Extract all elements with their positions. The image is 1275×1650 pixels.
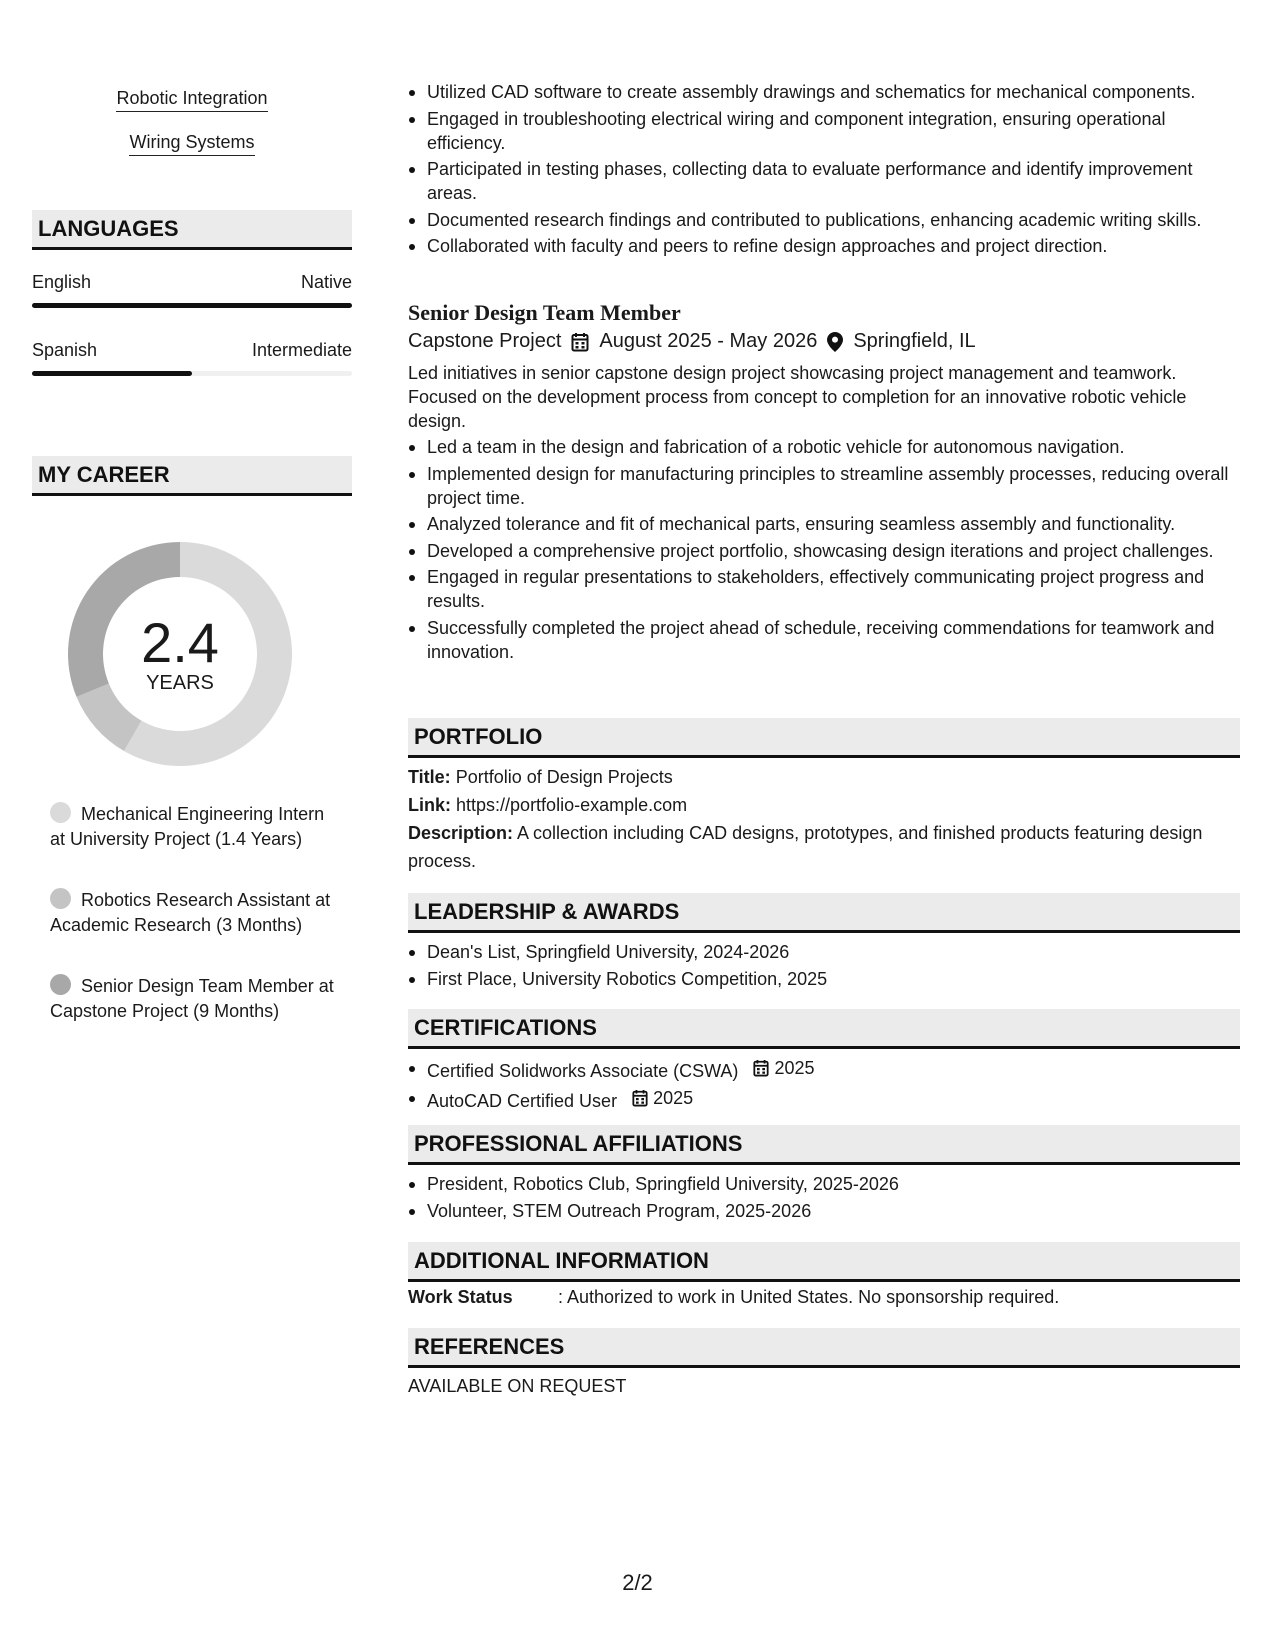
work-status-label: Work Status [408, 1287, 513, 1307]
portfolio-link[interactable]: https://portfolio-example.com [456, 795, 688, 815]
list-item [408, 1086, 1240, 1113]
job-meta [408, 330, 1240, 353]
languages-heading: LANGUAGES [32, 210, 352, 250]
list-item: Dean's List, Springfield University, 2024-2026 [408, 940, 1240, 964]
language-bar [32, 303, 352, 308]
cert-name: AutoCAD Certified User [427, 1090, 618, 1111]
cert-year: 2025 [653, 1087, 694, 1108]
career-legend-item [50, 888, 340, 938]
portfolio-link-label: Link: [408, 795, 451, 815]
portfolio-desc: A collection including CAD designs, prototypes, and finished products featuring design process. [408, 823, 1203, 871]
list-item: Engaged in troubleshooting electrical wiring and component integration, ensuring operational efficiency. [408, 107, 1240, 155]
career-donut-center [66, 540, 294, 768]
cert-date [632, 1086, 693, 1110]
skill-tag: Robotic Integration [32, 88, 352, 112]
list-item [408, 1056, 1240, 1083]
career-legend-label: Mechanical Engineering Intern at University Project (1.4 Years) [50, 804, 325, 849]
portfolio-desc-row [408, 819, 1240, 875]
work-status-row [408, 1287, 1240, 1308]
leadership-list [408, 940, 1240, 993]
list-item: Successfully completed the project ahead of schedule, receiving commendations for teamwork and innovation. [408, 616, 1240, 664]
list-item: President, Robotics Club, Springfield University, 2025-2026 [408, 1172, 1240, 1196]
portfolio-title-row [408, 763, 1240, 791]
job-company: Capstone Project [408, 330, 562, 352]
career-legend-label: Senior Design Team Member at Capstone Project (9 Months) [50, 976, 334, 1021]
leadership-heading: LEADERSHIP & AWARDS [408, 893, 1240, 933]
language-level: Intermediate [251, 340, 352, 360]
list-item: Collaborated with faculty and peers to refine design approaches and project direction. [408, 234, 1240, 258]
certifications-heading: CERTIFICATIONS [408, 1009, 1240, 1049]
job-summary: Led initiatives in senior capstone design project showcasing project management and teamwork. Focused on the development process from concept to completion for an innovative robotic vehicle design. [408, 363, 1187, 431]
list-item: Developed a comprehensive project portfolio, showcasing design iterations and project challenges. [408, 539, 1240, 563]
skill-tag: Wiring Systems [32, 132, 352, 156]
list-item: Participated in testing phases, collecting data to evaluate performance and identify improvement areas. [408, 157, 1240, 205]
job-location: Springfield, IL [853, 330, 976, 352]
previous-job-bullets [408, 80, 1240, 261]
legend-dot-icon [50, 888, 71, 909]
language-level: Native [300, 272, 352, 292]
career-heading: MY CAREER [32, 456, 352, 496]
career-legend-item [50, 802, 340, 852]
career-total-value: 2.4 [141, 610, 219, 674]
job-bullets [408, 435, 1240, 664]
affiliations-heading: PROFESSIONAL AFFILIATIONS [408, 1125, 1240, 1165]
language-name: Spanish [32, 340, 98, 360]
language-row [32, 272, 352, 293]
portfolio-link-row [408, 791, 1240, 819]
references-text: AVAILABLE ON REQUEST [408, 1376, 627, 1396]
career-legend-label: Robotics Research Assistant at Academic Research (3 Months) [50, 890, 331, 935]
page-number: 2/2 [622, 1570, 653, 1595]
affiliations-list [408, 1172, 1240, 1225]
language-bar [32, 371, 352, 376]
list-item: Engaged in regular presentations to stakeholders, effectively communicating project progress and results. [408, 565, 1240, 613]
career-total-unit: YEARS [146, 671, 214, 694]
calendar-icon [571, 332, 589, 352]
portfolio-desc-label: Description: [408, 823, 514, 843]
additional-info-heading: ADDITIONAL INFORMATION [408, 1242, 1240, 1282]
work-status-value: : Authorized to work in United States. No sponsorship required. [558, 1287, 1060, 1307]
calendar-icon [753, 1059, 769, 1077]
list-item: Utilized CAD software to create assembly drawings and schematics for mechanical components. [408, 80, 1240, 104]
language-bar-fill [32, 303, 352, 308]
references-heading: REFERENCES [408, 1328, 1240, 1368]
job-dates: August 2025 - May 2026 [599, 330, 818, 352]
job-entry [408, 300, 1240, 666]
location-pin-icon [827, 332, 843, 352]
list-item: Volunteer, STEM Outreach Program, 2025-2026 [408, 1199, 1240, 1223]
legend-dot-icon [50, 802, 71, 823]
list-item: First Place, University Robotics Competition, 2025 [408, 967, 1240, 991]
language-bar-fill [32, 371, 192, 376]
career-legend-item [50, 974, 340, 1024]
language-name: English [32, 272, 92, 292]
list-item: Led a team in the design and fabrication of a robotic vehicle for autonomous navigation. [408, 435, 1240, 459]
language-row [32, 340, 352, 361]
portfolio-body [408, 763, 1240, 875]
cert-date [753, 1056, 814, 1080]
portfolio-heading: PORTFOLIO [408, 718, 1240, 758]
list-item: Implemented design for manufacturing principles to streamline assembly processes, reducing overall project time. [408, 462, 1240, 510]
calendar-icon [632, 1089, 648, 1107]
portfolio-title-label: Title: [408, 767, 451, 787]
portfolio-title: Portfolio of Design Projects [455, 767, 673, 787]
cert-name: Certified Solidworks Associate (CSWA) [427, 1061, 739, 1081]
job-title: Senior Design Team Member [408, 300, 681, 325]
legend-dot-icon [50, 974, 71, 995]
career-donut-chart [66, 540, 294, 768]
cert-year: 2025 [774, 1058, 815, 1078]
list-item: Analyzed tolerance and fit of mechanical parts, ensuring seamless assembly and functionality. [408, 512, 1240, 536]
list-item: Documented research findings and contributed to publications, enhancing academic writing skills. [408, 208, 1240, 232]
certifications-list [408, 1056, 1240, 1115]
